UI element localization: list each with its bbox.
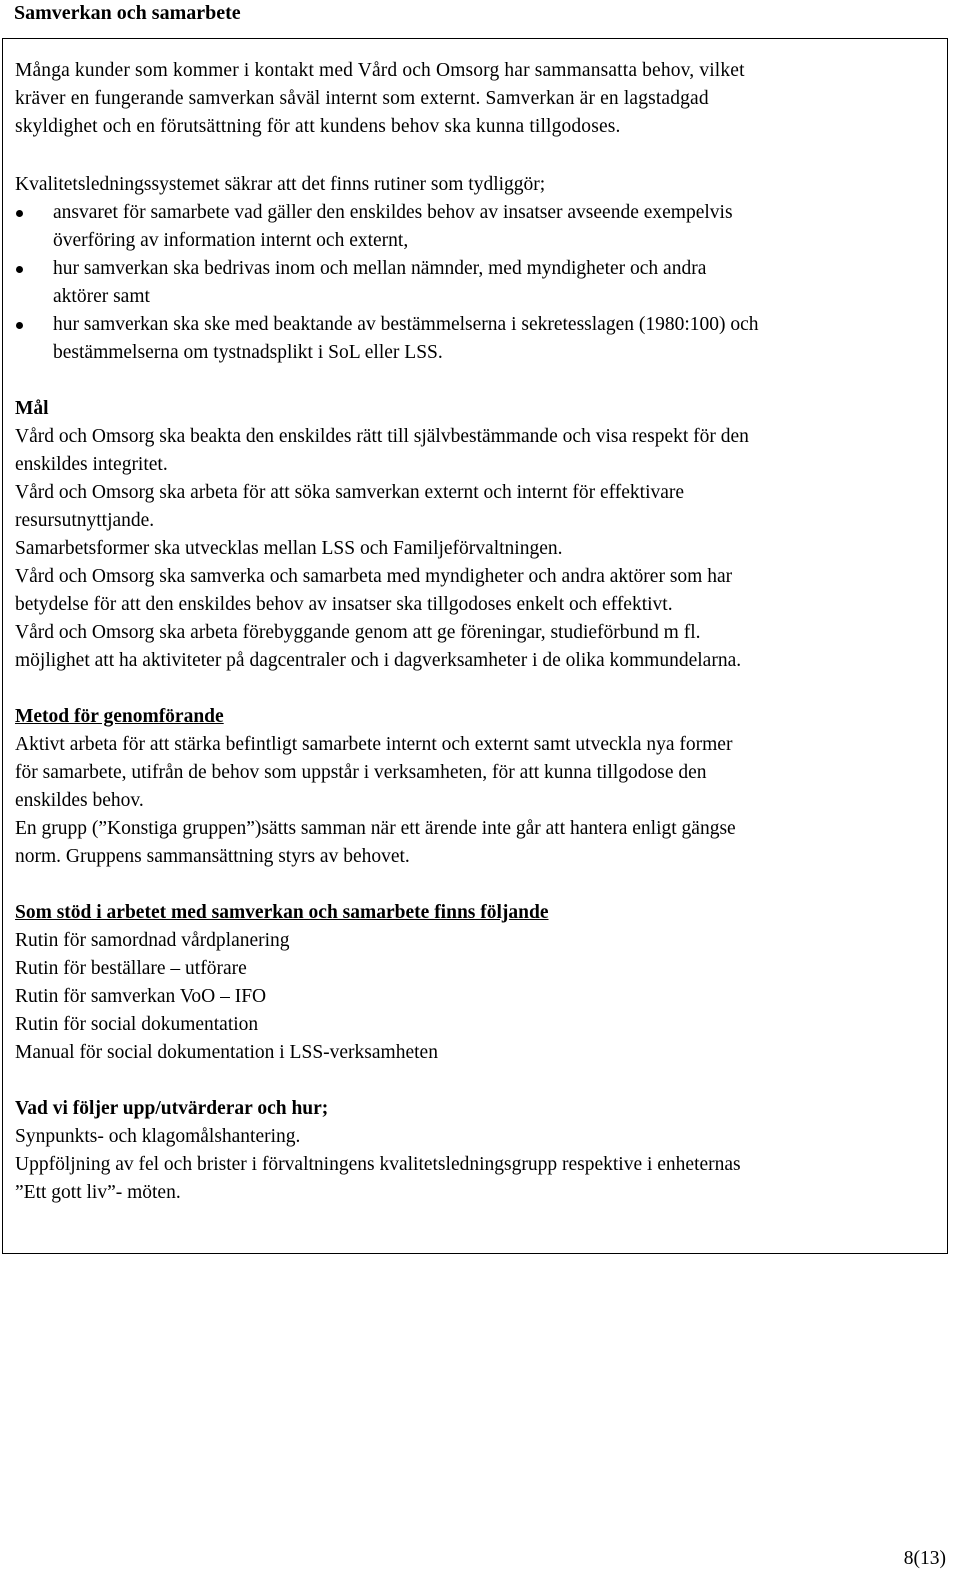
intro-line-1: Många kunder som kommer i kontakt med Vård och Omsorg har sammansatta behov, vilket [15, 60, 745, 81]
goals-line: resursutnyttjande. [15, 510, 155, 531]
method-line: enskildes behov. [15, 790, 144, 811]
bullet-icon [16, 322, 23, 329]
list-item [15, 199, 941, 255]
method-line: En grupp (”Konstiga gruppen”)sätts samman när ett ärende inte går att hantera enligt gängse [15, 818, 736, 839]
content-body [15, 57, 941, 1207]
intro-line-2: kräver en fungerande samverkan såväl internt som externt. Samverkan är en lagstadgad [15, 88, 709, 109]
goals-line: Samarbetsformer ska utvecklas mellan LSS och Familjeförvaltningen. [15, 538, 563, 559]
method-line: för samarbete, utifrån de behov som uppstår i verksamheten, för att kunna tillgodose den [15, 762, 707, 783]
goals-line: Vård och Omsorg ska arbeta förebyggande genom att ge föreningar, studieförbund m fl. [15, 622, 701, 643]
list-item-line: hur samverkan ska ske med beaktande av bestämmelserna i sekretesslagen (1980:100) och [53, 314, 759, 335]
followup-line: Uppföljning av fel och brister i förvaltningens kvalitetsledningsgrupp respektive i enheternas [15, 1154, 741, 1175]
list-item [15, 255, 941, 311]
list-item [15, 311, 941, 367]
goals-heading: Mål [15, 398, 49, 419]
support-line: Rutin för beställare – utförare [15, 958, 247, 979]
goals-line: enskildes integritet. [15, 454, 168, 475]
content-box [2, 38, 948, 1254]
goals-line: Vård och Omsorg ska beakta den enskildes rätt till självbestämmande och visa respekt för den [15, 426, 749, 447]
support-line: Rutin för social dokumentation [15, 1014, 259, 1035]
followup-line: Synpunkts- och klagomålshantering. [15, 1126, 301, 1147]
page-number: 8(13) [903, 1548, 946, 1569]
list-item-line: aktörer samt [53, 286, 150, 307]
method-heading: Metod för genomförande [15, 706, 224, 727]
bullet-icon [16, 210, 23, 217]
list-item-line: bestämmelserna om tystnadsplikt i SoL eller LSS. [53, 342, 443, 363]
support-line: Rutin för samordnad vårdplanering [15, 930, 290, 951]
list-item-line: överföring av information internt och externt, [53, 230, 409, 251]
method-line: Aktivt arbeta för att stärka befintligt samarbete internt och externt samt utveckla nya former [15, 734, 733, 755]
routines-list [15, 199, 941, 367]
bullet-icon [16, 266, 23, 273]
followup-line: ”Ett gott liv”- möten. [15, 1182, 181, 1203]
goals-line: betydelse för att den enskildes behov av insatser ska tillgodoses enkelt och effektivt. [15, 594, 673, 615]
support-heading: Som stöd i arbetet med samverkan och samarbete finns följande [15, 902, 549, 923]
goals-line: möjlighet att ha aktiviteter på dagcentraler och i dagverksamheter i de olika kommundelarna. [15, 650, 742, 671]
method-line: norm. Gruppens sammansättning styrs av behovet. [15, 846, 410, 867]
followup-heading: Vad vi följer upp/utvärderar och hur; [15, 1098, 329, 1119]
intro-line-3: skyldighet och en förutsättning för att kundens behov ska kunna tillgodoses. [15, 116, 621, 137]
list-item-line: hur samverkan ska bedrivas inom och mellan nämnder, med myndigheter och andra [53, 258, 707, 279]
goals-line: Vård och Omsorg ska samverka och samarbeta med myndigheter och andra aktörer som har [15, 566, 733, 587]
support-line: Rutin för samverkan VoO – IFO [15, 986, 267, 1007]
page-title: Samverkan och samarbete [14, 2, 241, 24]
goals-line: Vård och Omsorg ska arbeta för att söka samverkan externt och internt för effektivare [15, 482, 685, 503]
support-line: Manual för social dokumentation i LSS-verksamheten [15, 1042, 438, 1063]
routines-lead: Kvalitetsledningssystemet säkrar att det finns rutiner som tydliggör; [15, 174, 546, 195]
list-item-line: ansvaret för samarbete vad gäller den enskildes behov av insatser avseende exempelvis [53, 202, 733, 223]
